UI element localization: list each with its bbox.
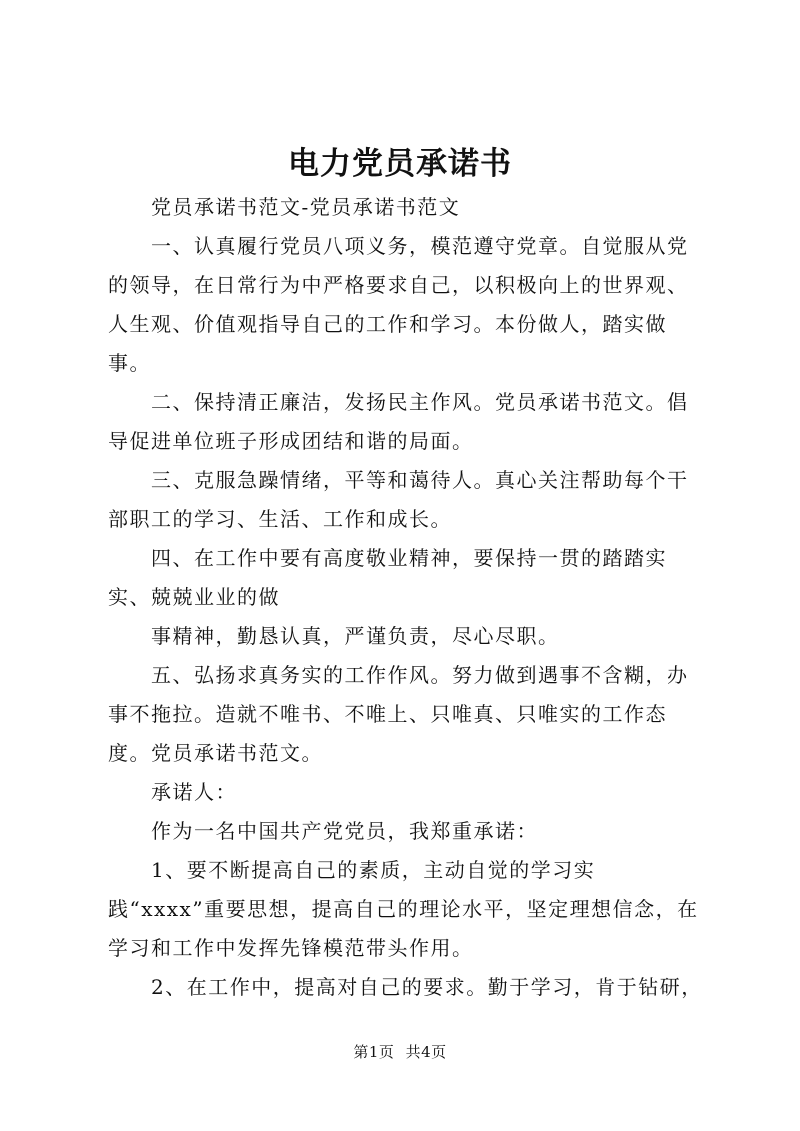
page-number: 第1页	[353, 1043, 395, 1061]
paragraph-item-4: 四、在工作中要有高度敬业精神，要保持一贯的踏踏实实、兢兢业业的做	[108, 546, 667, 609]
page-total: 共4页	[405, 1043, 447, 1061]
document-body	[108, 188, 708, 1007]
paragraph-item-1: 一、认真履行党员八项义务，模范遵守党章。自觉服从党的领导，在日常行为中严格要求自己，以积极向上的世界观、人生观、价值观指导自己的工作和学习。本份做人，踏实做事。	[108, 234, 689, 375]
document-title: 电力党员承诺书	[288, 146, 512, 182]
paragraph-item-2: 二、保持清正廉洁，发扬民主作风。党员承诺书范文。倡导促进单位班子形成团结和谐的局面。	[108, 390, 689, 453]
paragraph-subtitle: 党员承诺书范文-党员承诺书范文	[151, 195, 461, 219]
paragraph-pledge-2: 2、在工作中，提高对自己的要求。勤于学习，肯于钻研，	[151, 975, 703, 999]
paragraph-pledge-intro: 作为一名中国共产党党员，我郑重承诺：	[151, 819, 538, 843]
paragraph-pledge-1: 1、要不断提高自己的素质，主动自觉的学习实践“xxxx”重要思想，提高自己的理论水平，坚定理想信念，在学习和工作中发挥先锋模范带头作用。	[108, 858, 699, 960]
paragraph-promiser: 承诺人：	[151, 780, 237, 804]
page-footer	[0, 1042, 800, 1062]
paragraph-item-4-continued: 事精神，勤恳认真，严谨负责，尽心尽职。	[151, 624, 560, 648]
paragraph-item-5: 五、弘扬求真务实的工作作风。努力做到遇事不含糊，办事不拖拉。造就不唯书、不唯上、只唯真、只唯实的工作态度。党员承诺书范文。	[108, 663, 689, 765]
paragraph-item-3: 三、克服急躁情绪，平等和蔼待人。真心关注帮助每个干部职工的学习、生活、工作和成长。	[108, 468, 689, 531]
